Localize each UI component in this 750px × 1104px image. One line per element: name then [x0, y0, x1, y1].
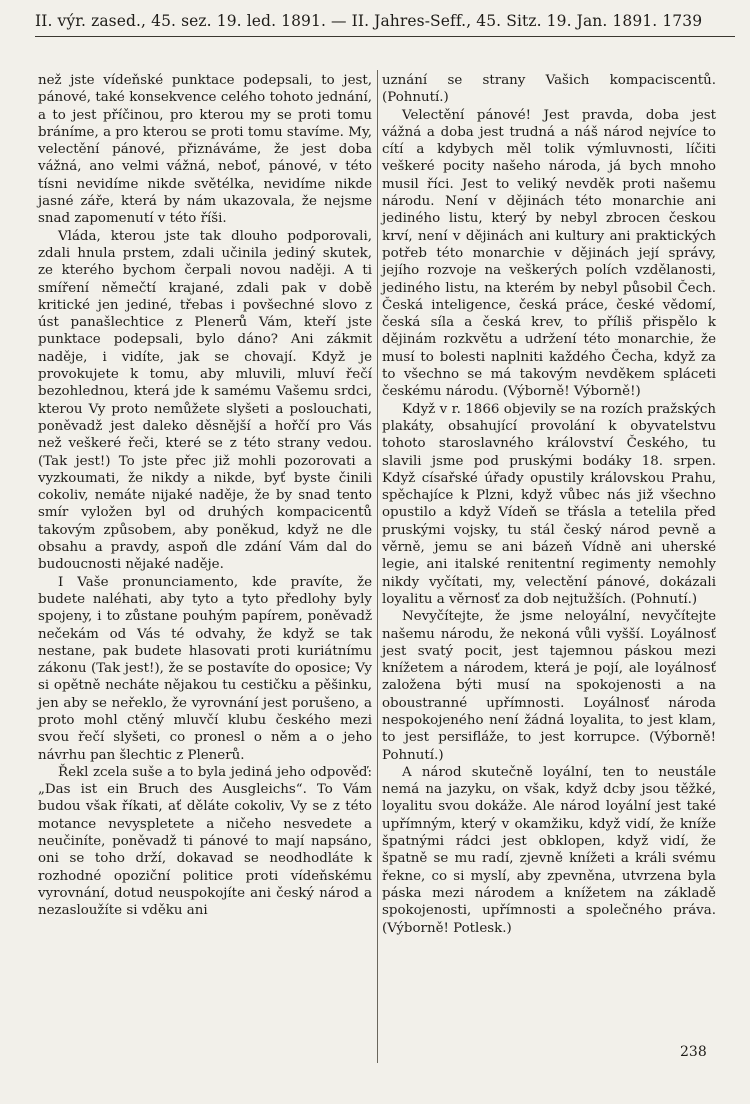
- header-rule: [35, 36, 735, 37]
- page-number: 238: [680, 1044, 707, 1060]
- running-header: II. výr. zased., 45. sez. 19. led. 1891. — II. Jahres-Seff., 45. Sitz. 19. Jan. 1891. 1739: [35, 12, 703, 30]
- paragraph: I Vaše pronunciamento, kde pravíte, že budete naléhati, aby tyto a tyto předlohy byly spojeny, i to zůstane pouhým papírem, poněvadž nečekám od Vás té odvahy, že když se tak nestane, pak budete hlasovati proti kuriátnímu zákonu (Tak jest!), že se postavíte do oposice; Vy si opětně necháte nějakou tu cestičku a pěšinku, jen aby se neřeklo, že vyrovnání jest porušeno, a proto mohl ctěný mluvčí klubu českého mezi svou řečí slyšeti, co pronesl o něm a o jeho návrhu pan šlechtic z Plenerů.: [38, 574, 372, 763]
- paragraph: Nevyčítejte, že jsme neloyální, nevyčítejte našemu národu, že nekoná vůli vyšší. Loyálnosť jest svatý pocit, jest tajemnou páskou mezi knížetem a národem, která je pojí, ale loyálnosť založena býti musí na spokojenosti a na oboustranné upřímnosti. Loyálnosť národa nespokojeného není žádná loyalita, to jest klam, to jest persifláže, to jest korrupce. (Výborně! Pohnutí.): [382, 609, 716, 763]
- paragraph: A národ skutečně loyální, ten to neustále nemá na jazyku, on však, když dcby jsou těžké, loyalitu svou dokáže. Ale národ loyální jest také upřímným, který v okamžiku, když vidí, že kníže špatnými rádci jest obklopen, když vidí, že špatně se mu radí, zjevně knížeti a králi svému řekne, co si myslí, aby zpevněna, utvrzena byla páska mezi národem a knížetem na základě spokojenosti, upřímnosti a společného práva. (Výborně! Potlesk.): [382, 764, 716, 936]
- paragraph: Když v r. 1866 objevily se na rozích pražských plakáty, obsahující provolání k obyvatelstvu tohoto staroslavného království Českého, tu slavili jsme pod pruskými bodáky 18. srpen. Když císařské úřady opustily královskou Prahu, spěchajíce k Plzni, když vůbec nás již všechno opustilo a když Vídeň se třásla a tetelila před pruskými vojsky, tu stál český národ pevně a věrně, jemu se ani bázeň Vídně ani uherské legie, ani italské renitentní regimenty nemohly nikdy vyčítati, my, velectění pánové, dokázali loyalitu a věrnosť za dob nejtužších. (Pohnutí.): [382, 401, 716, 607]
- paragraph: Řekl zcela suše a to byla jediná jeho odpověď: „Das ist ein Bruch des Ausgleichs“. To Vám budou však říkati, ať děláte cokoliv, Vy se z této motance nevyspletete a ničeho nesvedete a neučiníte, poněvadž ti pánové to mají napsáno, oni se toho drží, dokavad se neodhodláte k rozhodné opoziční politice proti vídeňskému vyrovnání, dotud neuspokojíte ani český národ a nezasloužíte si vděku ani: [38, 764, 372, 919]
- paragraph: Vláda, kterou jste tak dlouho podporovali, zdali hnula prstem, zdali učinila jediný skutek, ze kterého bychom čerpali novou naději. A ti smíření němečtí krajané, zdali pak v době kritické jen jediné, třebas i povšechné slovo z úst panašlechtice z Plenerů Vám, kteří jste punktace podepsali, bylo dáno? Ani zákmit naděje, i vidíte, jak se chovají. Když je provokujete k tomu, aby mluvili, mluví řečí bezohlednou, která jde k samému Vašemu srdci, kterou Vy proto nemůžete slyšeti a poslouchati, poněvadž jest daleko děsnější a hořčí pro Vás než veškeré řeči, které se z této strany vedou. (Tak jest!) To jste přec již mohli pozorovati a vyzkoumati, že nikdy a nikde, byť byste činili cokoliv, nemáte nijaké naděje, že by snad tento smír vyložen byl od druhých kompacicentů takovým způsobem, aby poněkud, když ne dle obsahu a pravdy, aspoň dle zdání Vám dal do budoucnosti nějaké naděje.: [38, 228, 372, 573]
- paragraph: Velectění pánové! Jest pravda, doba jest vážná a doba jest trudná a náš národ nejvíce to cítí a kdybych měl tolik výmluvnosti, líčiti veškeré pocity našeho národa, já bych mnoho musil říci. Jest to veliký nevděk proti našemu národu. Není v dějinách této monarchie ani jediného listu, který by nebyl zbrocen českou krví, není v dějinách ani kultury ani praktických potřeb této monarchie v dějinách její správy, jejího rozvoje na veškerých polích vzdělanosti, jediného listu, na kterém by nebyl působil Čech. Česká inteligence, česká práce, české vědomí, česká síla a česká krev, to příliš přispělo k dějinám rozkvětu a udržení této monarchie, že musí to bolesti naplniti každého Čecha, když za to všechno se má takovým nevděkem spláceti českému národu. (Výborně! Výborně!): [382, 107, 716, 400]
- paragraph: uznání se strany Vašich kompaciscentů. (Pohnutí.): [382, 73, 716, 106]
- left-column: [38, 72, 372, 920]
- column-divider: [377, 70, 378, 1063]
- paragraph: než jste vídeňské punktace podepsali, to jest, pánové, také konsekvence celého tohoto jednání, a to jest příčinou, pro kterou my se proti tomu bráníme, a pro kterou se proti tomu stavíme. My, velectění pánové, přiznáváme, že jest doba vážná, ano velmi vážná, neboť, pánové, v této tísni nevidíme nikde světélka, nevidíme nikde jasné záře, která by nám ukazovala, že nejsme snad zapomenutí v této říši.: [38, 73, 372, 227]
- right-column: [382, 72, 716, 937]
